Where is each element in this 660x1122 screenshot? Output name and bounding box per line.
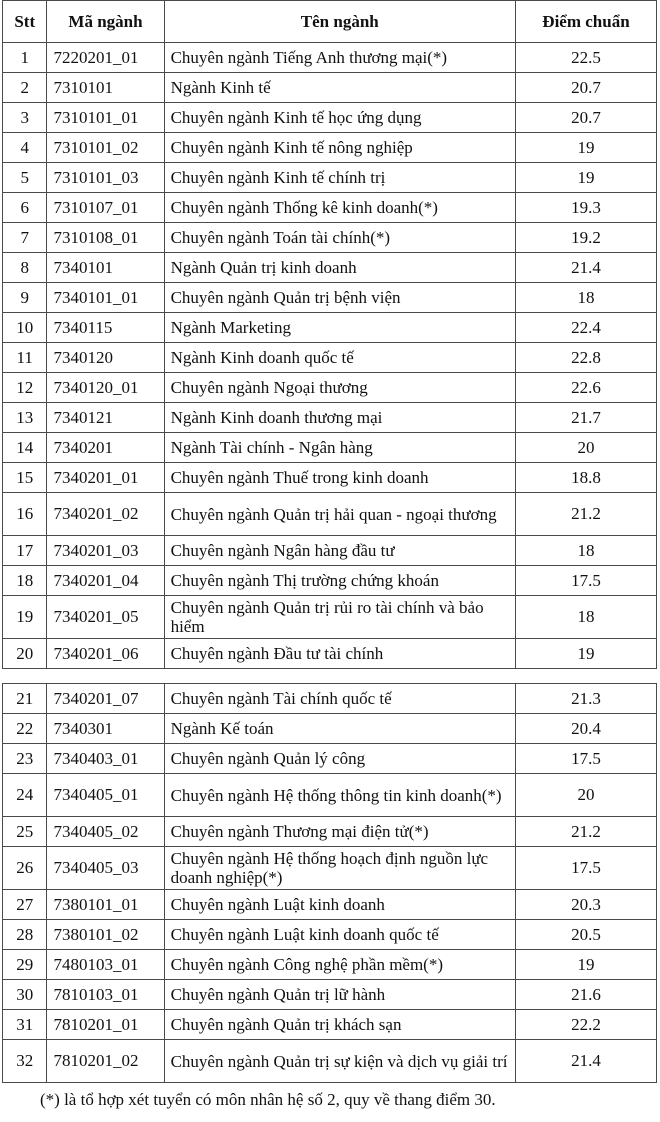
cell-code: 7310107_01 [47, 193, 164, 223]
table-row [3, 684, 657, 714]
cell-code: 7340201 [47, 433, 164, 463]
table-row [3, 193, 657, 223]
admission-scores-table-part-1 [2, 0, 657, 669]
header-code: Mã ngành [47, 1, 164, 43]
cell-name: Chuyên ngành Quản trị khách sạn [164, 1010, 515, 1040]
cell-stt: 32 [3, 1040, 47, 1083]
cell-score: 20.4 [515, 714, 656, 744]
cell-score: 19.2 [515, 223, 656, 253]
table-body-part-2 [3, 684, 657, 1083]
cell-score: 20.5 [515, 920, 656, 950]
cell-score: 18.8 [515, 463, 656, 493]
cell-name: Chuyên ngành Thống kê kinh doanh(*) [164, 193, 515, 223]
cell-name: Chuyên ngành Kinh tế nông nghiệp [164, 133, 515, 163]
table-row [3, 744, 657, 774]
cell-code: 7340120 [47, 343, 164, 373]
cell-score: 19 [515, 639, 656, 669]
cell-code: 7340115 [47, 313, 164, 343]
cell-stt: 20 [3, 639, 47, 669]
cell-stt: 3 [3, 103, 47, 133]
cell-stt: 14 [3, 433, 47, 463]
cell-code: 7310101_03 [47, 163, 164, 193]
cell-name: Chuyên ngành Hệ thống thông tin kinh doanh(*) [164, 774, 515, 817]
cell-name: Chuyên ngành Kinh tế chính trị [164, 163, 515, 193]
table-row [3, 73, 657, 103]
cell-score: 20.3 [515, 890, 656, 920]
table-row [3, 774, 657, 817]
cell-code: 7340201_03 [47, 536, 164, 566]
cell-score: 22.8 [515, 343, 656, 373]
table-row [3, 920, 657, 950]
cell-code: 7340301 [47, 714, 164, 744]
cell-score: 21.4 [515, 253, 656, 283]
cell-stt: 30 [3, 980, 47, 1010]
cell-name: Ngành Quản trị kinh doanh [164, 253, 515, 283]
cell-name: Chuyên ngành Quản trị hải quan - ngoại thương [164, 493, 515, 536]
footnote: (*) là tổ hợp xét tuyển có môn nhân hệ số 2, quy về thang điểm 30. [40, 1090, 496, 1109]
cell-name: Chuyên ngành Hệ thống hoạch định nguồn lực doanh nghiệp(*) [164, 847, 515, 890]
cell-score: 21.2 [515, 817, 656, 847]
cell-stt: 16 [3, 493, 47, 536]
cell-code: 7480103_01 [47, 950, 164, 980]
cell-score: 18 [515, 536, 656, 566]
cell-code: 7340101_01 [47, 283, 164, 313]
admission-scores-table-part-2 [2, 683, 657, 1083]
cell-code: 7340405_02 [47, 817, 164, 847]
cell-name: Chuyên ngành Ngoại thương [164, 373, 515, 403]
cell-code: 7340403_01 [47, 744, 164, 774]
table-row [3, 343, 657, 373]
cell-score: 17.5 [515, 847, 656, 890]
cell-code: 7340201_01 [47, 463, 164, 493]
cell-name: Chuyên ngành Quản trị rủi ro tài chính và bảo hiểm [164, 596, 515, 639]
table-row [3, 890, 657, 920]
cell-code: 7310101 [47, 73, 164, 103]
cell-code: 7380101_02 [47, 920, 164, 950]
cell-score: 17.5 [515, 566, 656, 596]
cell-stt: 4 [3, 133, 47, 163]
table-row [3, 43, 657, 73]
table-row [3, 980, 657, 1010]
cell-name: Chuyên ngành Luật kinh doanh quốc tế [164, 920, 515, 950]
cell-score: 18 [515, 283, 656, 313]
cell-score: 21.3 [515, 684, 656, 714]
table-row [3, 639, 657, 669]
cell-score: 19 [515, 950, 656, 980]
cell-name: Chuyên ngành Tài chính quốc tế [164, 684, 515, 714]
cell-name: Chuyên ngành Công nghệ phần mềm(*) [164, 950, 515, 980]
header-name: Tên ngành [164, 1, 515, 43]
table-row [3, 493, 657, 536]
table-row [3, 950, 657, 980]
table-row [3, 223, 657, 253]
cell-stt: 1 [3, 43, 47, 73]
cell-score: 22.2 [515, 1010, 656, 1040]
cell-stt: 13 [3, 403, 47, 433]
cell-code: 7340201_07 [47, 684, 164, 714]
cell-name: Ngành Marketing [164, 313, 515, 343]
cell-score: 20 [515, 433, 656, 463]
header-stt: Stt [3, 1, 47, 43]
cell-score: 20 [515, 774, 656, 817]
cell-name: Ngành Tài chính - Ngân hàng [164, 433, 515, 463]
cell-code: 7340405_03 [47, 847, 164, 890]
cell-name: Chuyên ngành Thuế trong kinh doanh [164, 463, 515, 493]
cell-score: 22.5 [515, 43, 656, 73]
cell-name: Chuyên ngành Tiếng Anh thương mại(*) [164, 43, 515, 73]
cell-code: 7340201_06 [47, 639, 164, 669]
table-row [3, 714, 657, 744]
cell-score: 22.6 [515, 373, 656, 403]
cell-name: Chuyên ngành Thương mại điện tử(*) [164, 817, 515, 847]
cell-name: Ngành Kinh doanh quốc tế [164, 343, 515, 373]
cell-name: Chuyên ngành Kinh tế học ứng dụng [164, 103, 515, 133]
cell-code: 7310101_01 [47, 103, 164, 133]
cell-code: 7340201_05 [47, 596, 164, 639]
table-header-row [3, 1, 657, 43]
cell-code: 7810201_02 [47, 1040, 164, 1083]
cell-name: Ngành Kinh doanh thương mại [164, 403, 515, 433]
cell-code: 7340121 [47, 403, 164, 433]
table-row [3, 313, 657, 343]
cell-name: Chuyên ngành Quản trị bệnh viện [164, 283, 515, 313]
table-row [3, 1010, 657, 1040]
cell-stt: 5 [3, 163, 47, 193]
cell-name: Chuyên ngành Quản trị sự kiện và dịch vụ giải trí [164, 1040, 515, 1083]
cell-score: 21.6 [515, 980, 656, 1010]
table-row [3, 103, 657, 133]
cell-stt: 31 [3, 1010, 47, 1040]
table-row [3, 373, 657, 403]
table-row [3, 817, 657, 847]
cell-score: 21.4 [515, 1040, 656, 1083]
cell-code: 7340201_04 [47, 566, 164, 596]
cell-name: Chuyên ngành Quản trị lữ hành [164, 980, 515, 1010]
cell-code: 7220201_01 [47, 43, 164, 73]
table-row [3, 566, 657, 596]
cell-stt: 27 [3, 890, 47, 920]
cell-score: 22.4 [515, 313, 656, 343]
cell-stt: 18 [3, 566, 47, 596]
cell-score: 17.5 [515, 744, 656, 774]
cell-code: 7340201_02 [47, 493, 164, 536]
cell-score: 19 [515, 163, 656, 193]
cell-code: 7310108_01 [47, 223, 164, 253]
table-row [3, 847, 657, 890]
cell-stt: 2 [3, 73, 47, 103]
table-row [3, 596, 657, 639]
cell-stt: 28 [3, 920, 47, 950]
cell-stt: 23 [3, 744, 47, 774]
table-row [3, 463, 657, 493]
cell-stt: 21 [3, 684, 47, 714]
cell-stt: 12 [3, 373, 47, 403]
cell-name: Chuyên ngành Toán tài chính(*) [164, 223, 515, 253]
cell-code: 7810201_01 [47, 1010, 164, 1040]
table-row [3, 253, 657, 283]
cell-stt: 10 [3, 313, 47, 343]
cell-code: 7310101_02 [47, 133, 164, 163]
cell-code: 7380101_01 [47, 890, 164, 920]
cell-score: 20.7 [515, 73, 656, 103]
table-body-part-1 [3, 43, 657, 669]
cell-name: Chuyên ngành Đầu tư tài chính [164, 639, 515, 669]
cell-score: 19.3 [515, 193, 656, 223]
cell-stt: 9 [3, 283, 47, 313]
table-row [3, 403, 657, 433]
table-row [3, 433, 657, 463]
cell-code: 7340405_01 [47, 774, 164, 817]
cell-stt: 22 [3, 714, 47, 744]
table-row [3, 536, 657, 566]
cell-code: 7810103_01 [47, 980, 164, 1010]
table-row [3, 133, 657, 163]
cell-name: Ngành Kế toán [164, 714, 515, 744]
cell-stt: 19 [3, 596, 47, 639]
cell-stt: 17 [3, 536, 47, 566]
cell-name: Chuyên ngành Quản lý công [164, 744, 515, 774]
cell-stt: 7 [3, 223, 47, 253]
header-score: Điểm chuẩn [515, 1, 656, 43]
cell-name: Chuyên ngành Luật kinh doanh [164, 890, 515, 920]
cell-stt: 8 [3, 253, 47, 283]
cell-score: 20.7 [515, 103, 656, 133]
cell-stt: 11 [3, 343, 47, 373]
table-row [3, 283, 657, 313]
cell-stt: 25 [3, 817, 47, 847]
cell-stt: 6 [3, 193, 47, 223]
cell-score: 19 [515, 133, 656, 163]
cell-code: 7340120_01 [47, 373, 164, 403]
cell-code: 7340101 [47, 253, 164, 283]
cell-score: 18 [515, 596, 656, 639]
cell-name: Chuyên ngành Ngân hàng đầu tư [164, 536, 515, 566]
table-row [3, 163, 657, 193]
cell-name: Chuyên ngành Thị trường chứng khoán [164, 566, 515, 596]
cell-stt: 15 [3, 463, 47, 493]
cell-stt: 24 [3, 774, 47, 817]
table-row [3, 1040, 657, 1083]
cell-stt: 26 [3, 847, 47, 890]
cell-score: 21.7 [515, 403, 656, 433]
cell-stt: 29 [3, 950, 47, 980]
cell-name: Ngành Kinh tế [164, 73, 515, 103]
cell-score: 21.2 [515, 493, 656, 536]
